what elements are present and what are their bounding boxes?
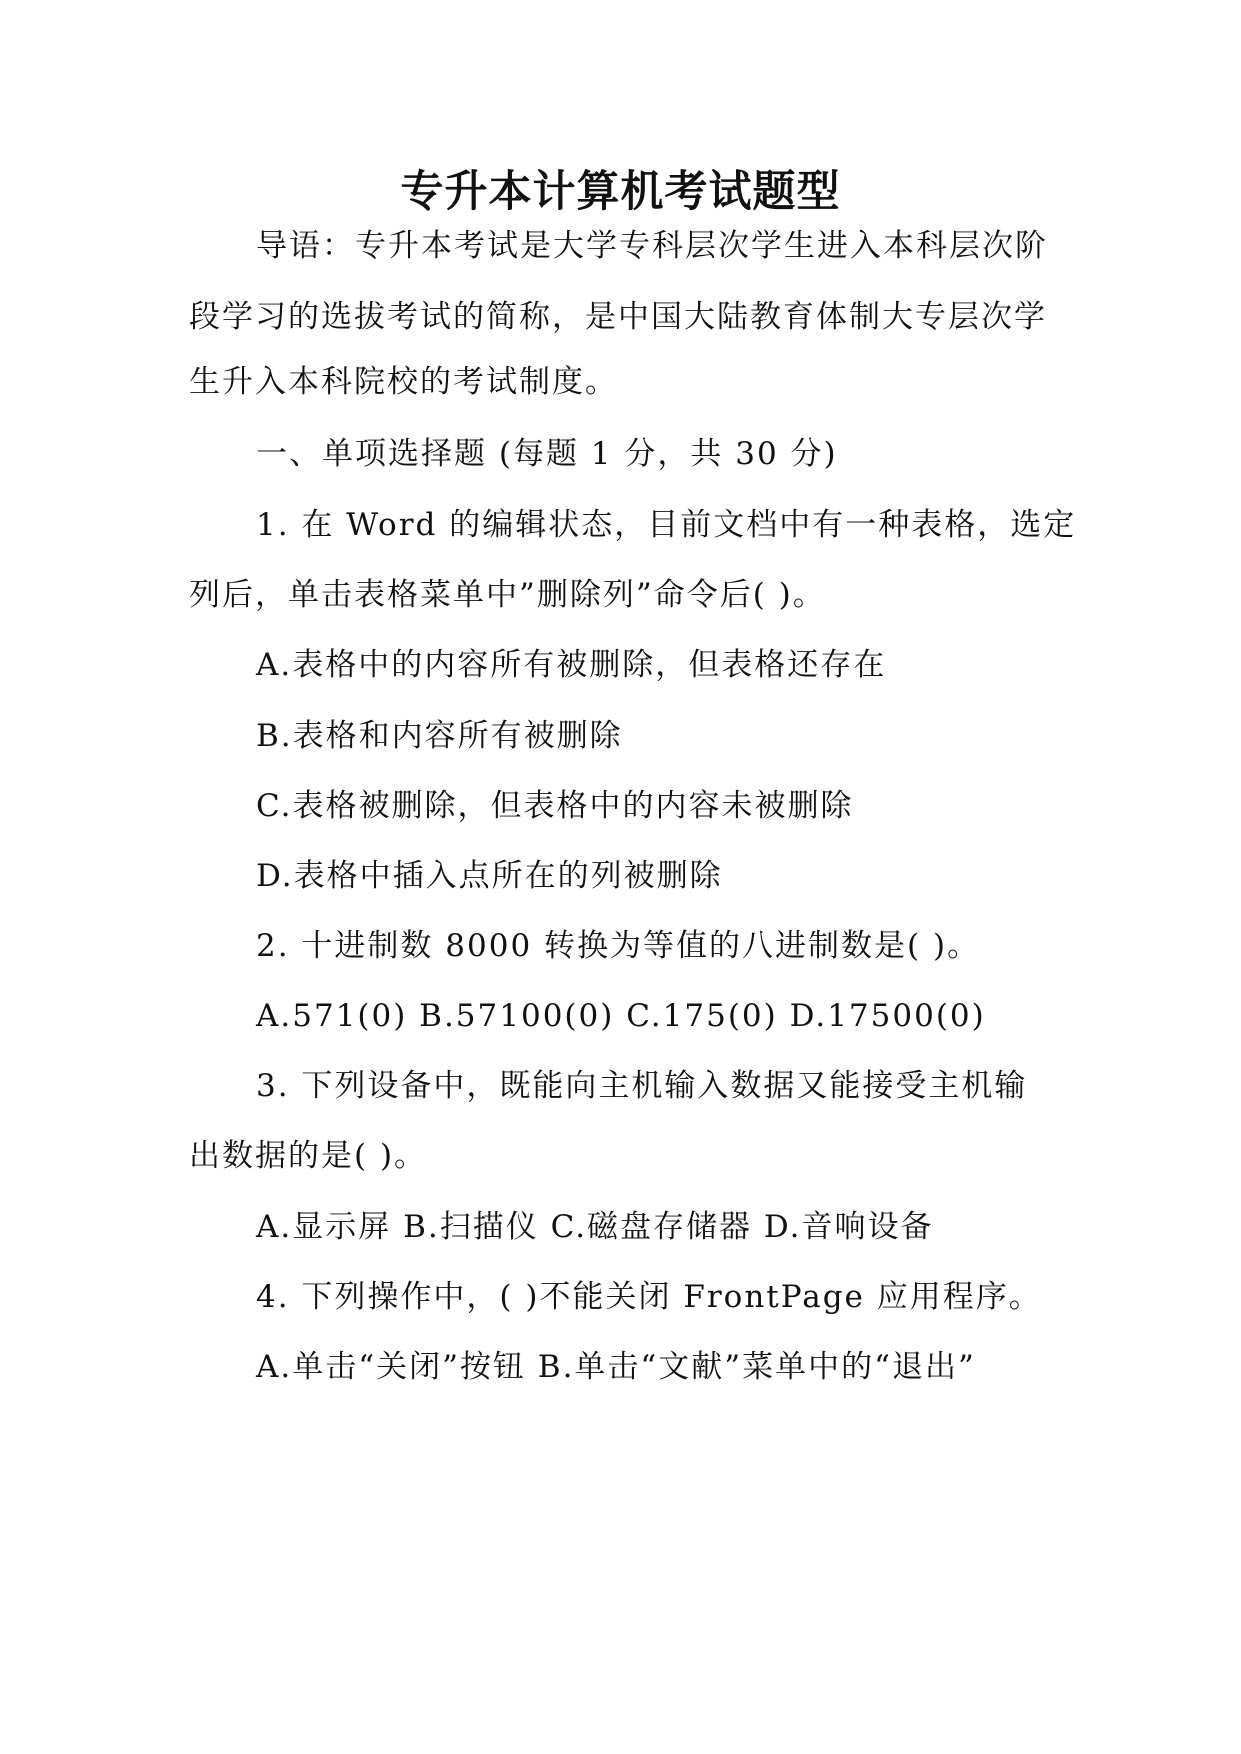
question-3-line-1: 3. 下列设备中，既能向主机输入数据又能接受主机输 [256,1068,1028,1104]
section-heading: 一、单项选择题 (每题 1 分，共 30 分) [256,436,838,472]
question-1-option-b: B.表格和内容所有被删除 [256,718,623,754]
intro-line-1: 导语：专升本考试是大学专科层次学生进入本科层次阶 [256,228,1048,264]
intro-line-3: 生升入本科院校的考试制度。 [189,364,618,400]
question-2-line-1: 2. 十进制数 8000 转换为等值的八进制数是( )。 [256,928,981,964]
question-1-option-a: A.表格中的内容所有被删除，但表格还存在 [256,647,887,683]
question-1-line-1: 1. 在 Word 的编辑状态，目前文档中有一种表格，选定 [256,507,1077,543]
question-1-line-2: 列后，单击表格菜单中”删除列”命令后( )。 [189,577,826,613]
question-3-line-2: 出数据的是( )。 [189,1138,428,1174]
question-4-line-1: 4. 下列操作中，( )不能关闭 FrontPage 应用程序。 [256,1279,1042,1315]
question-4-options: A.单击“关闭”按钮 B.单击“文献”菜单中的“退出” [256,1349,976,1385]
question-2-options: A.571(0) B.57100(0) C.175(0) D.17500(0) [256,998,986,1034]
document-title: 专升本计算机考试题型 [400,167,841,217]
question-1-option-c: C.表格被删除，但表格中的内容未被删除 [256,788,854,824]
question-3-options: A.显示屏 B.扫描仪 C.磁盘存储器 D.音响设备 [256,1209,934,1245]
question-1-option-d: D.表格中插入点所在的列被删除 [256,858,723,894]
intro-line-2: 段学习的选拔考试的简称，是中国大陆教育体制大专层次学 [189,299,1047,335]
